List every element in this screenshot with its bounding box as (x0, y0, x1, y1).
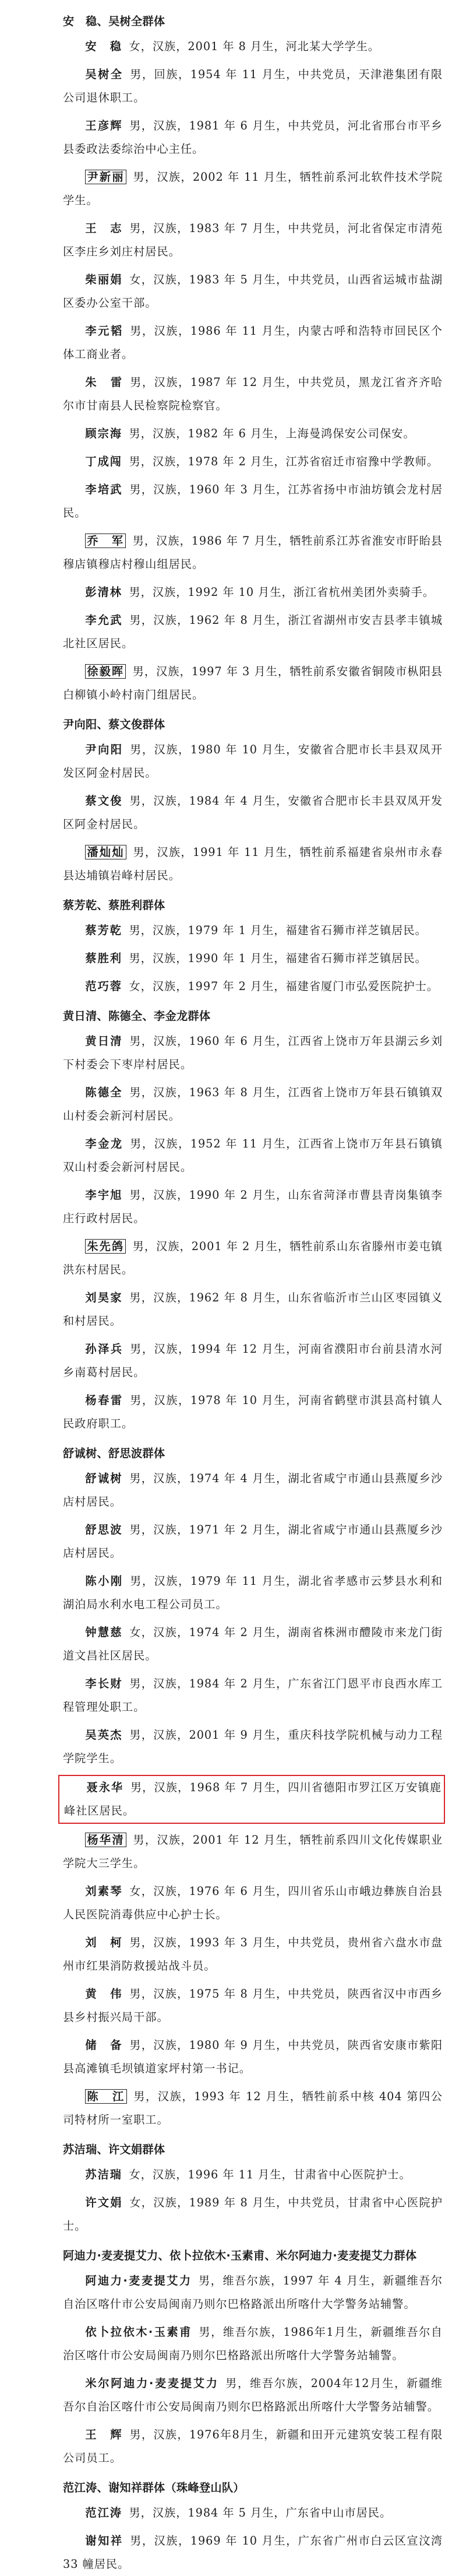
person-details: 男，汉族，1993 年 3 月生，中共党员，贵州省六盘水市盘州市红果消防救援站战斗员。 (63, 1936, 443, 1973)
person-details: 男，汉族，2001 年 9 月生，重庆科技学院机械与动力工程学院学生。 (63, 1728, 443, 1765)
person-details: 女，汉族，1983 年 5 月生，中共党员，山西省运城市盐湖区委办公室干部。 (63, 273, 443, 310)
person-entry (63, 2163, 443, 2187)
boxed-person-name: 尹新丽 (85, 170, 126, 184)
person-name: 杨春雷 (85, 1394, 123, 1407)
person-name: 李宇旭 (85, 1188, 123, 1202)
person-entry (63, 975, 443, 998)
person-name: 吴树全 (85, 68, 123, 81)
group-heading: 舒诚树、舒思波群体 (63, 1447, 165, 1460)
person-details: 男，汉族，1982 年 6 月生，上海曼鸿保安公司保安。 (129, 427, 415, 440)
person-entry (63, 1132, 443, 1179)
person-details: 女，汉族，1997 年 2 月生，福建省厦门市弘爱医院护士。 (129, 980, 439, 993)
person-entry (63, 1931, 443, 1978)
person-details: 男，汉族，1963 年 8 月生，江西省上饶市万年县石镇镇双山村委会新河村居民。 (63, 1086, 443, 1122)
person-entry (63, 2423, 443, 2470)
person-entry (63, 1467, 443, 1514)
person-name: 孙泽兵 (85, 1342, 123, 1356)
person-details: 男，回族，1954 年 11 月生，中共党员，天津港集团有限公司退休职工。 (63, 68, 443, 104)
person-details: 男，汉族，1962 年 8 月生，山东省临沂市兰山区枣园镇义和村居民。 (63, 1291, 443, 1328)
person-name: 黄日清 (85, 1034, 123, 1048)
person-details: 男，汉族，1997 年 3 月生，牺牲前系安徽省铜陵市枞阳县白柳镇小岭村南门组居民。 (63, 665, 443, 701)
person-name: 李允武 (85, 613, 123, 627)
person-name: 范巧蓉 (85, 980, 122, 993)
person-entry (63, 320, 443, 366)
person-details: 男，汉族，1971 年 2 月生，湖北省咸宁市通山县燕厦乡沙店村居民。 (63, 1523, 443, 1560)
person-details: 男，汉族，1990 年 2 月生，山东省菏泽市曹县青岗集镇李庄行政村居民。 (63, 1188, 443, 1225)
person-entry (63, 478, 443, 525)
person-entry (63, 1518, 443, 1565)
person-name: 蔡芳乾 (85, 924, 122, 937)
boxed-person-name: 乔 军 (85, 534, 126, 548)
person-name: 刘昊家 (85, 1291, 123, 1304)
person-name: 王 辉 (85, 2428, 123, 2441)
person-name: 聂永华 (86, 1781, 124, 1794)
person-details: 女，汉族，1996 年 11 月生，甘肃省中心医院护士。 (129, 2168, 411, 2181)
person-details: 男，汉族，1952 年 11 月生，江西省上饶市万年县石镇镇双山村委会新河村居民。 (63, 1137, 443, 1174)
person-details: 女，汉族，1976 年 6 月生，四川省乐山市峨边彝族自治县人民医院消毒供应中心护士长。 (63, 1884, 443, 1921)
person-entry (63, 2269, 443, 2316)
boxed-person-name: 杨华清 (85, 1833, 126, 1847)
person-details: 男，汉族，2002 年 11 月生，牺牲前系河北软件技术学院学生。 (63, 170, 443, 207)
person-name: 安 稳 (85, 40, 122, 53)
person-entry (63, 268, 443, 315)
person-entry (63, 63, 443, 110)
person-entry (63, 114, 443, 161)
person-name: 李培武 (85, 483, 123, 496)
person-details: 男，汉族，1990 年 1 月生，福建省石狮市祥芝镇居民。 (129, 952, 427, 965)
person-details: 男，维吾尔族，2004年12月生，新疆维吾尔自治区喀什市公安局闽南乃则尔巴格路派出所喀什大学警务站辅警。 (63, 2377, 443, 2413)
person-name: 柴丽娟 (85, 273, 123, 286)
person-entry (63, 1081, 443, 1128)
person-entry (63, 529, 443, 576)
group-heading: 尹向阳、蔡文俊群体 (63, 718, 165, 731)
person-details: 男，汉族，2001 年 2 月生，牺牲前系山东省滕州市姜屯镇洪东村居民。 (63, 1240, 443, 1276)
person-details: 男，汉族，1991 年 11 月生，牺牲前系福建省泉州市永春县达埔镇岩峰村居民。 (63, 845, 443, 882)
person-details: 男，汉族，1992 年 10 月生，浙江省杭州美团外卖骑手。 (129, 585, 435, 599)
person-entry (63, 1880, 443, 1926)
person-entry (63, 2191, 443, 2238)
person-entry (63, 1829, 443, 1875)
person-details: 男，汉族，1978 年 2 月生，江苏省宿迁市宿豫中学教师。 (129, 455, 439, 468)
group-heading: 范江涛、谢知祥群体（珠峰登山队） (63, 2481, 245, 2494)
person-name: 李金龙 (85, 1137, 123, 1150)
person-details: 男，汉族，1976年8月生，新疆和田开元建筑安装工程有限公司员工。 (63, 2428, 443, 2465)
person-name: 范江涛 (85, 2506, 122, 2519)
person-details: 女，汉族，1974 年 2 月生，湖南省株洲市醴陵市来龙门街道文昌社区居民。 (63, 1626, 443, 1662)
person-details: 男，汉族，1974 年 4 月生，湖北省咸宁市通山县燕厦乡沙店村居民。 (63, 1472, 443, 1508)
person-entry (63, 1570, 443, 1616)
person-entry (63, 217, 443, 264)
person-entry (63, 35, 443, 58)
person-name: 李长财 (85, 1677, 123, 1690)
person-entry (63, 450, 443, 473)
person-name: 陈小刚 (85, 1574, 123, 1588)
person-entry (63, 947, 443, 970)
person-details: 男，汉族，1984 年 2 月生，广东省江门恩平市良西水库工程管理处职工。 (63, 1677, 443, 1714)
person-name: 顾宗海 (85, 427, 122, 440)
boxed-person-name: 朱先鸽 (85, 1239, 126, 1254)
person-entry (63, 2321, 443, 2367)
person-details: 男，汉族，1979 年 11 月生，湖北省孝感市云梦县水利和湖泊局水利水电工程公司员工。 (63, 1574, 443, 1611)
person-entry (63, 2529, 443, 2576)
group-heading: 安 稳、吴树全群体 (63, 15, 165, 28)
person-details: 女，汉族，1989 年 8 月生，中共党员，甘肃省中心医院护士。 (63, 2196, 443, 2233)
person-details: 男，汉族，1983 年 7 月生，中共党员，河北省保定市清苑区李庄乡刘庄村居民。 (63, 222, 443, 258)
person-name: 刘 柯 (85, 1936, 123, 1949)
person-name: 丁成闯 (85, 455, 122, 468)
person-name: 蔡胜利 (85, 952, 122, 965)
person-name: 彭清林 (85, 585, 122, 599)
person-entry (63, 1672, 443, 1719)
boxed-person-name: 徐毅晖 (85, 664, 126, 679)
person-name: 尹向阳 (85, 743, 123, 756)
person-name: 陈德全 (85, 1086, 123, 1099)
person-entry (63, 1184, 443, 1230)
person-details: 男，汉族，1975 年 8 月生，中共党员，陕西省汉中市西乡县乡村振兴局干部。 (63, 1987, 443, 2024)
person-entry (63, 1621, 443, 1668)
person-details: 男，汉族，1960 年 3 月生，江苏省扬中市油坊镇会龙村居民。 (63, 483, 443, 520)
person-name: 蔡文俊 (85, 794, 123, 808)
person-entry (63, 1338, 443, 1384)
person-details: 男，汉族，1984 年 5 月生，广东省中山市居民。 (129, 2506, 392, 2519)
person-entry (63, 1030, 443, 1076)
person-name: 钟慧慈 (85, 1626, 123, 1639)
person-details: 女，汉族，2001 年 8 月生，河北某大学学生。 (129, 40, 380, 53)
person-details: 男，汉族，1980 年 10 月生，安徽省合肥市长丰县双凤开发区阿金村居民。 (63, 743, 443, 780)
person-details: 男，汉族，1993 年 12 月生，牺牲前系中核 404 第四公司特材所一室职工。 (63, 2090, 443, 2126)
person-name: 舒思波 (85, 1523, 123, 1536)
person-name: 朱 雷 (85, 375, 123, 389)
person-name: 李元韬 (85, 324, 123, 338)
person-details: 男，汉族，1984 年 4 月生，安徽省合肥市长丰县双凤开发区阿金村居民。 (63, 794, 443, 831)
person-entry (63, 660, 443, 707)
person-entry (63, 789, 443, 836)
person-details: 男，汉族，1969 年 10 月生，广东省广州市白云区宣汶湾 33 幢居民。 (63, 2534, 443, 2571)
group-heading: 阿迪力·麦麦提艾力、依卜拉依木·玉素甫、米尔阿迪力·麦麦提艾力群体 (63, 2249, 417, 2262)
person-entry (63, 1235, 443, 1282)
person-entry (63, 1724, 443, 1770)
person-details: 男，汉族，1962 年 8 月生，浙江省湖州市安吉县孝丰镇城北社区居民。 (63, 613, 443, 650)
person-name: 王 志 (85, 222, 123, 235)
highlighted-person-entry (58, 1775, 445, 1824)
person-details: 男，汉族，1987 年 12 月生，中共党员，黑龙江省齐齐哈尔市甘南县人民检察院检察官。 (63, 375, 443, 412)
person-name: 谢知祥 (85, 2534, 123, 2547)
person-entry (63, 422, 443, 445)
person-details: 男，维吾尔族，1986年1月生，新疆维吾尔自治区喀什市公安局闽南乃则尔巴格路派出所喀什大学警务站辅警。 (63, 2325, 443, 2362)
person-entry (63, 2085, 443, 2132)
person-details: 男，汉族，1994 年 12 月生，河南省濮阳市台前县清水河乡南葛村居民。 (63, 1342, 443, 1379)
person-entry (63, 609, 443, 655)
person-entry (63, 1982, 443, 2029)
group-heading: 蔡芳乾、蔡胜利群体 (63, 899, 165, 912)
person-name: 黄 伟 (85, 1987, 123, 2001)
person-name: 吴英杰 (85, 1728, 123, 1742)
person-entry (63, 1389, 443, 1436)
person-name: 苏洁瑞 (85, 2168, 122, 2181)
boxed-person-name: 陈 江 (85, 2089, 126, 2104)
person-details: 男，维吾尔族，1997 年 4 月生，新疆维吾尔自治区喀什市公安局闽南乃则尔巴格路派出所喀什大学警务站辅警。 (63, 2274, 443, 2311)
group-heading: 苏洁瑞、许文娟群体 (63, 2143, 165, 2156)
person-entry (63, 841, 443, 887)
person-name: 米尔阿迪力·麦麦提艾力 (85, 2377, 219, 2390)
person-name: 依卜拉依木·玉素甫 (85, 2325, 192, 2339)
person-name: 阿迪力·麦麦提艾力 (85, 2274, 192, 2287)
person-details: 男，汉族，1986 年 11 月生，内蒙古呼和浩特市回民区个体工商业者。 (63, 324, 443, 361)
person-details: 男，汉族，2001 年 12 月生，牺牲前系四川文化传媒职业学院大三学生。 (63, 1833, 443, 1870)
person-entry (63, 371, 443, 417)
person-details: 男，汉族，1980 年 9 月生，中共党员，陕西省安康市紫阳县高滩镇毛坝镇道家坪村第一书记。 (63, 2038, 443, 2075)
person-details: 男，汉族，1981 年 6 月生，中共党员，河北省邢台市平乡县委政法委综治中心主任。 (63, 119, 443, 156)
person-entry (63, 738, 443, 785)
person-entry (63, 166, 443, 212)
person-name: 王彦辉 (85, 119, 123, 132)
person-details: 男，汉族，1979 年 1 月生，福建省石狮市祥芝镇居民。 (129, 924, 427, 937)
person-details: 男，汉族，1960 年 6 月生，江西省上饶市万年县湖云乡刘下村委会下枣岸村居民。 (63, 1034, 443, 1071)
person-entry (63, 919, 443, 942)
person-entry (63, 2501, 443, 2525)
person-name: 储 备 (85, 2038, 123, 2052)
person-entry (63, 1286, 443, 1333)
person-details: 男，汉族，1978 年 10 月生，河南省鹤壁市淇县高村镇人民政府职工。 (63, 1394, 443, 1430)
boxed-person-name: 潘灿灿 (85, 845, 126, 859)
person-details: 男，汉族，1968 年 7 月生，四川省德阳市罗江区万安镇鹿峰社区居民。 (64, 1781, 442, 1817)
person-name: 刘素琴 (85, 1884, 123, 1898)
person-name: 许文娟 (85, 2196, 123, 2209)
person-name: 舒诚树 (85, 1472, 123, 1485)
person-entry (63, 2372, 443, 2419)
group-heading: 黄日清、陈德全、李金龙群体 (63, 1009, 211, 1023)
person-details: 男，汉族，1986 年 7 月生，牺牲前系江苏省淮安市盱眙县穆店镇穆店村穆山组居民。 (63, 534, 443, 571)
person-entry (63, 2034, 443, 2080)
person-entry (63, 581, 443, 604)
